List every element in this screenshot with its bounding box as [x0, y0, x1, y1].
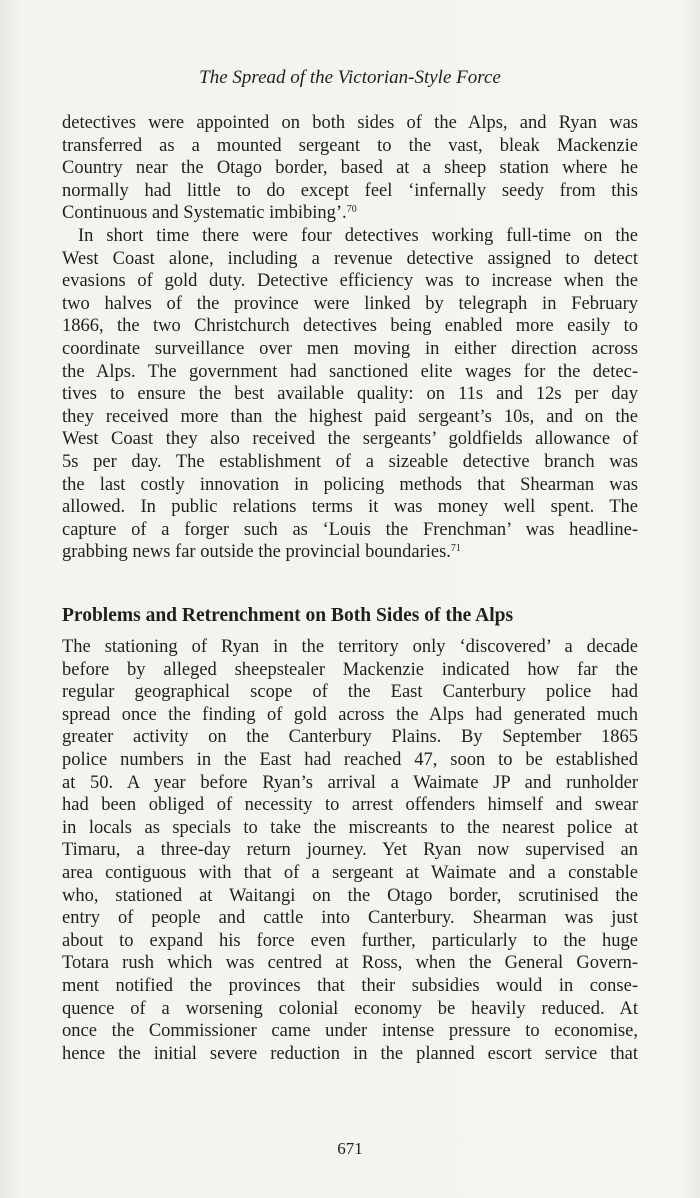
text-line: area contiguous with that of a sergeant at Waimate and a constable	[62, 862, 638, 883]
text-line: once the Commissioner came under intense pressure to economise,	[62, 1021, 638, 1042]
text-line: the Alps. The government had sanctioned elite wages for the detec-	[62, 361, 638, 382]
text-line: about to expand his force even further, particularly to the huge	[62, 930, 638, 951]
text-line: who, stationed at Waitangi on the Otago border, scrutinised the	[62, 885, 638, 906]
text-line: Totara rush which was centred at Ross, when the General Govern-	[62, 953, 638, 974]
text-line: regular geographical scope of the East Canterbury police had	[62, 682, 638, 703]
text-line: police numbers in the East had reached 47, soon to be established	[62, 749, 638, 770]
text-line: hence the initial severe reduction in the planned escort service that	[62, 1043, 638, 1064]
text-line: 5s per day. The establishment of a sizeable detective branch was	[62, 451, 638, 472]
text-line: at 50. A year before Ryan’s arrival a Waimate JP and runholder	[62, 772, 638, 793]
running-header: The Spread of the Victorian-Style Force	[199, 67, 501, 88]
text-line: the last costly innovation in policing methods that Shearman was	[62, 474, 638, 495]
text-line: greater activity on the Canterbury Plains. By September 1865	[62, 727, 638, 748]
text-line: evasions of gold duty. Detective efficiency was to increase when the	[62, 271, 638, 292]
text-line: Timaru, a three-day return journey. Yet Ryan now supervised an	[62, 840, 638, 861]
text-line: before by alleged sheepstealer Mackenzie indicated how far the	[62, 659, 638, 680]
text-line: capture of a forger such as ‘Louis the Frenchman’ was headline-	[62, 519, 638, 540]
text-line: The stationing of Ryan in the territory only ‘discovered’ a decade	[62, 637, 638, 657]
text-line: coordinate surveillance over men moving in either direction across	[62, 338, 638, 359]
text-line	[62, 541, 638, 564]
text-line	[62, 202, 638, 225]
text-line: Country near the Otago border, based at a sheep station where he	[62, 158, 638, 179]
body-text	[62, 112, 638, 564]
text-line: normally had little to do except feel ‘infernally seedy from this	[62, 180, 638, 201]
paragraph-2	[62, 225, 638, 564]
text-line: In short time there were four detectives working full-time on the	[78, 225, 638, 246]
text-line: had been obliged of necessity to arrest offenders himself and swear	[62, 795, 638, 816]
text-line: in locals as specials to take the miscreants to the nearest police at	[62, 817, 638, 838]
footnote-marker: 71	[450, 543, 461, 555]
text-line: ment notified the provinces that their subsidies would in conse-	[62, 975, 638, 996]
text-line: entry of people and cattle into Canterbury. Shearman was just	[62, 908, 638, 929]
page-number: 671	[337, 1139, 363, 1158]
paragraph-3	[62, 636, 638, 1065]
text-line: West Coast alone, including a revenue detective assigned to detect	[62, 248, 638, 269]
text-line: spread once the finding of gold across the Alps had generated much	[62, 704, 638, 725]
line-text: grabbing news far outside the provincial boundaries.	[62, 542, 451, 563]
text-line: West Coast they also received the sergeants’ goldfields allowance of	[62, 429, 638, 450]
text-line: 1866, the two Christchurch detectives being enabled more easily to	[62, 316, 638, 337]
footnote-marker: 70	[346, 204, 357, 216]
paragraph-1	[62, 112, 638, 225]
section-heading: Problems and Retrenchment on Both Sides of the Alps	[62, 605, 514, 626]
text-line: they received more than the highest paid sergeant’s 10s, and on the	[62, 406, 638, 427]
line-text: Continuous and Systematic imbibing’.	[62, 203, 347, 224]
text-line: transferred as a mounted sergeant to the vast, bleak Mackenzie	[62, 135, 638, 156]
text-line: detectives were appointed on both sides of the Alps, and Ryan was	[62, 113, 638, 133]
text-line: tives to ensure the best available quality: on 11s and 12s per day	[62, 384, 638, 405]
section-body	[62, 636, 638, 1065]
text-line: allowed. In public relations terms it was money well spent. The	[62, 497, 638, 518]
text-line: two halves of the province were linked by telegraph in February	[62, 293, 638, 314]
text-line: quence of a worsening colonial economy be heavily reduced. At	[62, 998, 638, 1019]
